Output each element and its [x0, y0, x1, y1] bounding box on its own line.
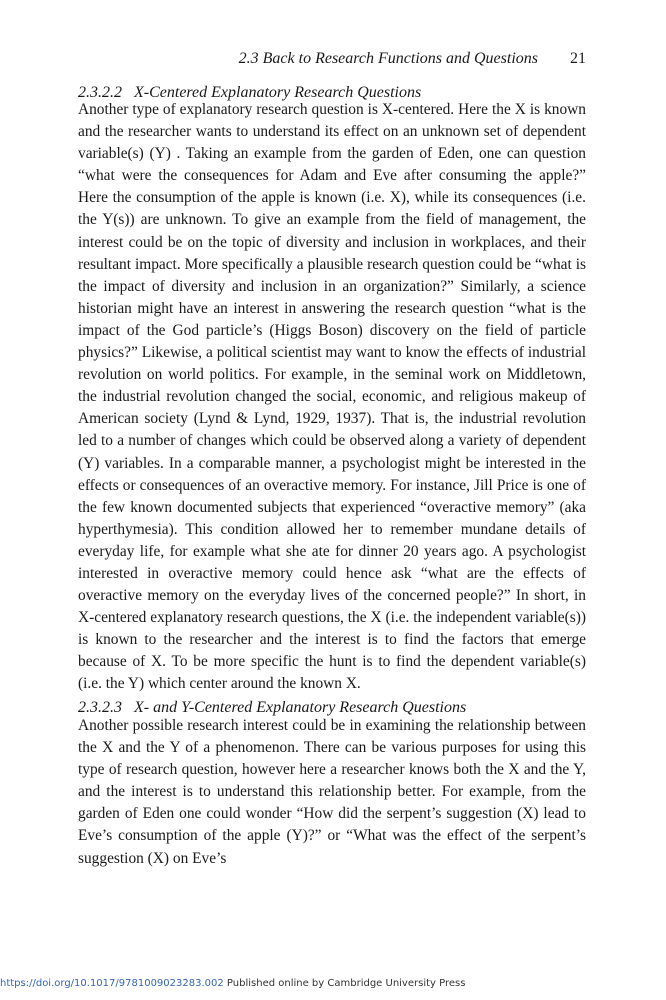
section-number: 2.3.2.3 [78, 699, 122, 716]
section-number: 2.3.2.2 [78, 84, 122, 101]
footer-text: Published online by Cambridge University Press [223, 978, 466, 989]
footer [0, 978, 465, 989]
body-paragraph: Another type of explanatory research question is X-centered. Here the X is known and the researcher wants to understand its effect on an unknown set of dependent variable(s) (Y) . Taking an example from the garden of Eden, one can question “what were the consequences for Adam and Eve after consuming the apple?” Here the consumption of the apple is known (i.e. X), while its consequences (i.e. the Y(s)) are unknown. To give an example from the field of management, the interest could be on the topic of diversity and inclusion in workplaces, and their resultant impact. More specifically a plausible research question could be “what is the impact of diversity and inclusion in an organization?” Similarly, a science historian might have an interest in answering the research question “what is the impact of the God particle’s (Higgs Boson) discovery on the field of particle physics?” Likewise, a political scientist may want to know the effects of industrial revolution on world politics. For example, in the seminal work on Middletown, the industrial revolution changed the social, economic, and religious makeup of American society (Lynd & Lynd, 1929, 1937). That is, the industrial revolution led to a number of changes which could be observed along a variety of dependent (Y) variables. In a comparable manner, a psychologist might be interested in the effects or consequences of an overactive memory. For instance, Jill Price is one of the few known documented subjects that experienced “overactive memory” (aka hyperthymesia). This condition allowed her to remember mundane details of everyday life, for example what she ate for dinner 20 years ago. A psychologist interested in overactive memory could hence ask “what are the effects of overactive memory on the everyday lives of the concerned people?” In short, in X-centered explanatory research questions, the X (i.e. the independent variable(s)) is known to the researcher and the interest is to find the factors that emerge because of X. To be more specific the hunt is to find the dependent variable(s) (i.e. the Y) which center around the known X. [78, 101, 586, 693]
doi-link[interactable]: https://doi.org/10.1017/9781009023283.002 [0, 978, 224, 989]
page-number: 21 [570, 50, 586, 67]
body-paragraph: Another possible research interest could be in examining the relationship between the X and the Y of a phenomenon. There can be various purposes for using this type of research question, however here a researcher knows both the X and the Y, and the interest is to understand this relationship better. For example, from the garden of Eden one could wonder “How did the serpent’s suggestion (X) lead to Eve’s consumption of the apple (Y)?” or “What was the effect of the serpent’s suggestion (X) on Eve’s [78, 717, 586, 867]
running-head-title: 2.3 Back to Research Functions and Questions [238, 50, 538, 67]
running-head [78, 50, 586, 72]
section-title: X- and Y-Centered Explanatory Research Questions [134, 699, 467, 716]
section-title: X-Centered Explanatory Research Questions [134, 84, 422, 101]
